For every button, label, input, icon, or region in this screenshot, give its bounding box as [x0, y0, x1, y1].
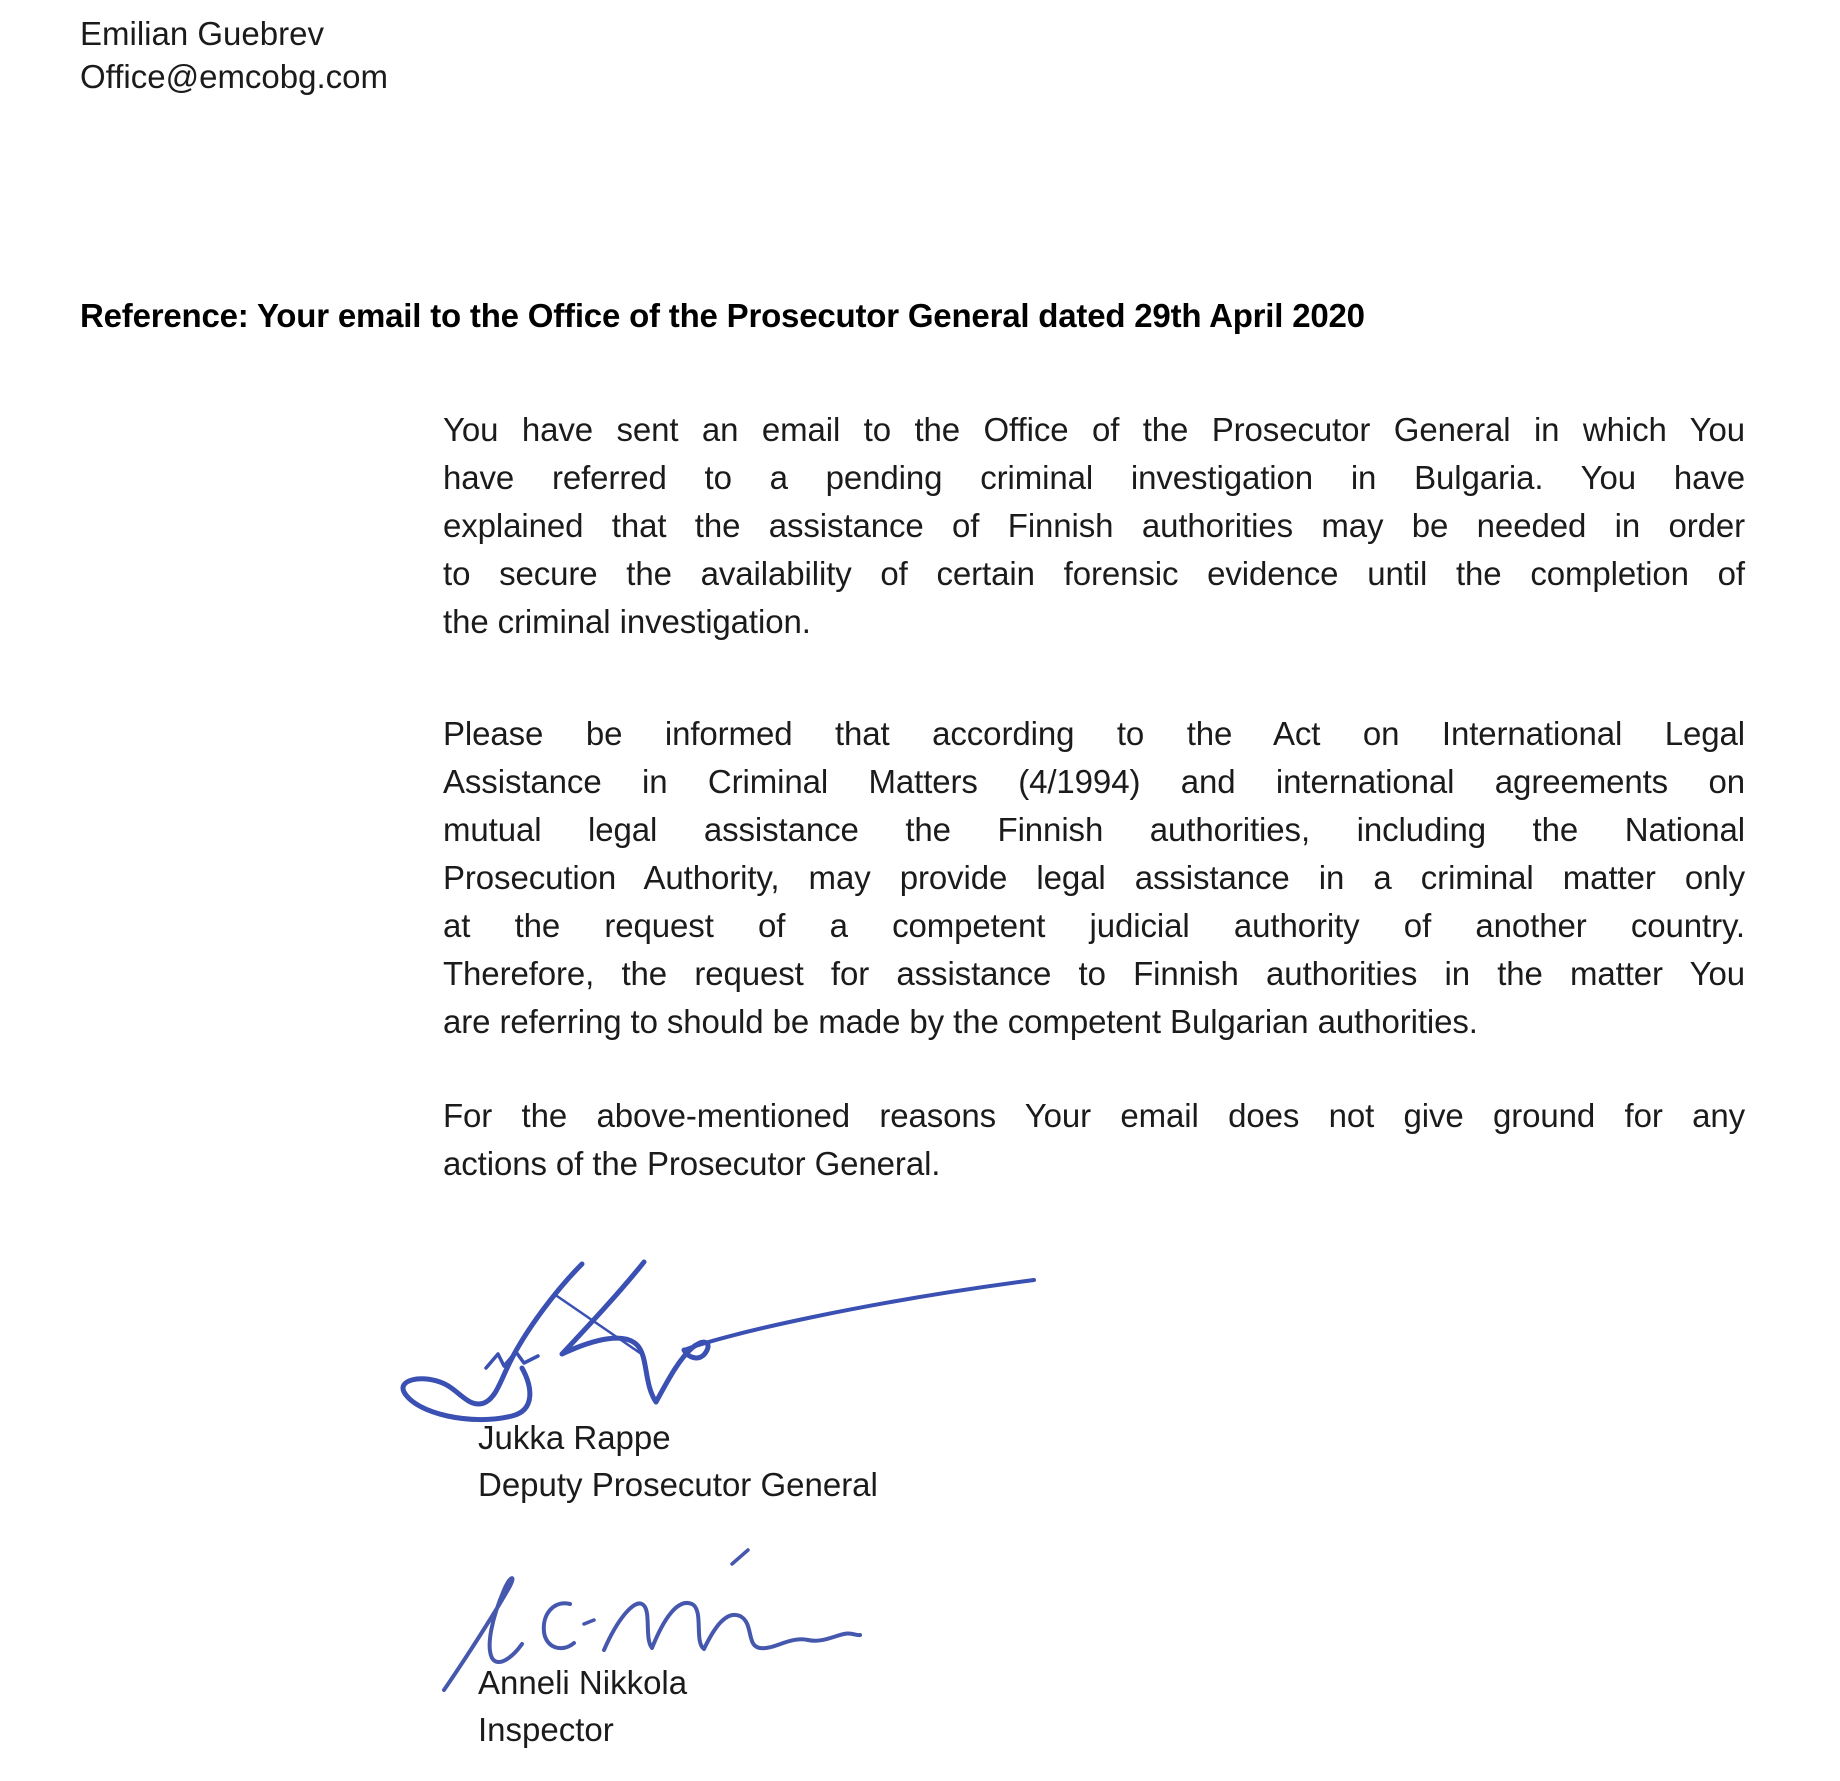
body-line: Please be informed that according to the Act on International Legal [443, 715, 1745, 752]
body-line: Prosecution Authority, may provide legal assistance in a criminal matter only [443, 859, 1745, 896]
body-line: at the request of a competent judicial authority of another country. [443, 907, 1745, 944]
jukka-rappe-signature [386, 1256, 1046, 1431]
signer-name: Jukka Rappe [478, 1419, 671, 1456]
signature-stroke [684, 1280, 1034, 1350]
signature-stroke [403, 1264, 582, 1420]
recipient-email: Office@emcobg.com [80, 58, 389, 95]
signer-title: Inspector [478, 1711, 614, 1748]
recipient-block [80, 12, 388, 98]
body-line: explained that the assistance of Finnish authorities may be needed in order [443, 507, 1745, 544]
signer-title: Deputy Prosecutor General [478, 1466, 878, 1503]
body-line: mutual legal assistance the Finnish authorities, including the National [443, 811, 1745, 848]
signature-stroke [732, 1550, 748, 1564]
paragraph-3 [443, 1092, 1745, 1188]
body-line: to secure the availability of certain forensic evidence until the completion of [443, 555, 1745, 592]
signature-stroke [604, 1603, 860, 1650]
signer-name: Anneli Nikkola [478, 1664, 688, 1701]
recipient-name: Emilian Guebrev [80, 15, 324, 52]
signature-stroke [554, 1294, 640, 1353]
body-line: the criminal investigation. [443, 603, 811, 640]
body-line: For the above-mentioned reasons Your email does not give ground for any [443, 1097, 1745, 1134]
body-line: Therefore, the request for assistance to Finnish authorities in the matter You [443, 955, 1745, 992]
signer-2-block [478, 1659, 687, 1753]
body-line: Assistance in Criminal Matters (4/1994) and international agreements on [443, 763, 1745, 800]
body-line: are referring to should be made by the competent Bulgarian authorities. [443, 1003, 1478, 1040]
body-line: actions of the Prosecutor General. [443, 1145, 941, 1182]
signature-stroke [584, 1620, 594, 1624]
body-line: have referred to a pending criminal investigation in Bulgaria. You have [443, 459, 1745, 496]
reference-line: Reference: Your email to the Office of the Prosecutor General dated 29th April 2020 [80, 297, 1365, 334]
signer-1-block [478, 1414, 878, 1508]
body-line: You have sent an email to the Office of the Prosecutor General in which You [443, 411, 1745, 448]
signature-stroke [562, 1262, 708, 1402]
signature-stroke [544, 1603, 574, 1648]
paragraph-2 [443, 710, 1745, 1046]
paragraph-1 [443, 406, 1745, 646]
